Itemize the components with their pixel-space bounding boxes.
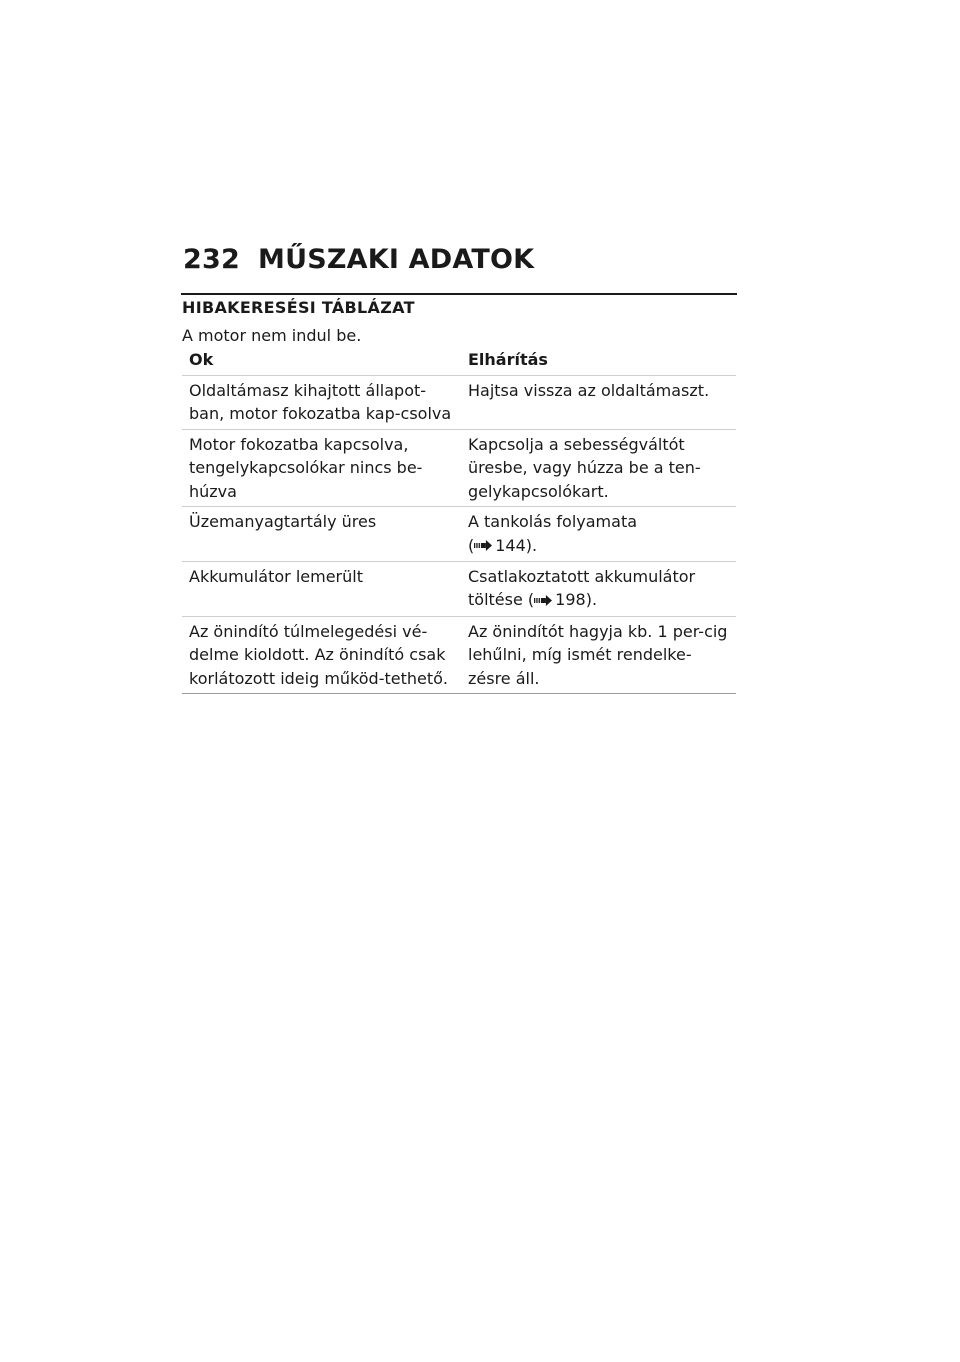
remedy-text: Csatlakoztatott akkumulátor töltése (468, 566, 696, 610)
table-header-row (182, 348, 736, 375)
intro-text: A motor nem indul be. (182, 326, 362, 345)
page-header (183, 244, 736, 275)
column-header-cause: Ok (182, 348, 461, 375)
cause-cell: Az önindító túlmelegedési vé-delme kioldott. Az önindító csak korlátozott ideig működ-tethető. (182, 616, 461, 694)
reference-page[interactable]: 198). (555, 590, 598, 610)
remedy-cell: Az önindítót hagyja kb. 1 per-cig lehűlni, míg ismét rendelke-zésre áll. (461, 616, 736, 694)
section-title: HIBAKERESÉSI TÁBLÁZAT (182, 298, 415, 317)
reference-page[interactable]: 144). (495, 535, 538, 555)
page-number: 232 (183, 244, 240, 275)
remedy-cell: Hajtsa vissza az oldaltámaszt. (461, 375, 736, 429)
remedy-cell (461, 561, 736, 616)
page-reference-arrow-icon (534, 589, 554, 613)
reference-open: ( (527, 590, 535, 610)
table-row (182, 429, 736, 507)
reference-open: ( (468, 535, 475, 555)
cause-cell: Üzemanyagtartály üres (182, 507, 461, 562)
column-header-remedy: Elhárítás (461, 348, 736, 375)
remedy-text: A tankolás folyamata (468, 512, 638, 531)
cause-cell: Motor fokozatba kapcsolva, tengelykapcsolókar nincs be-húzva (182, 429, 461, 507)
page-reference-arrow-icon (474, 534, 494, 558)
remedy-cell: Kapcsolja a sebességváltót üresbe, vagy húzza be a ten-gelykapcsolókart. (461, 429, 736, 507)
table-row (182, 507, 736, 562)
table-row (182, 375, 736, 429)
cause-cell: Akkumulátor lemerült (182, 561, 461, 616)
remedy-cell (461, 507, 736, 562)
cause-cell: Oldaltámasz kihajtott állapot-ban, motor fokozatba kap-csolva (182, 375, 461, 429)
table-row (182, 561, 736, 616)
header-rule (181, 293, 737, 295)
table-row (182, 616, 736, 694)
troubleshooting-table (182, 348, 736, 694)
chapter-title: MŰSZAKI ADATOK (258, 244, 535, 275)
